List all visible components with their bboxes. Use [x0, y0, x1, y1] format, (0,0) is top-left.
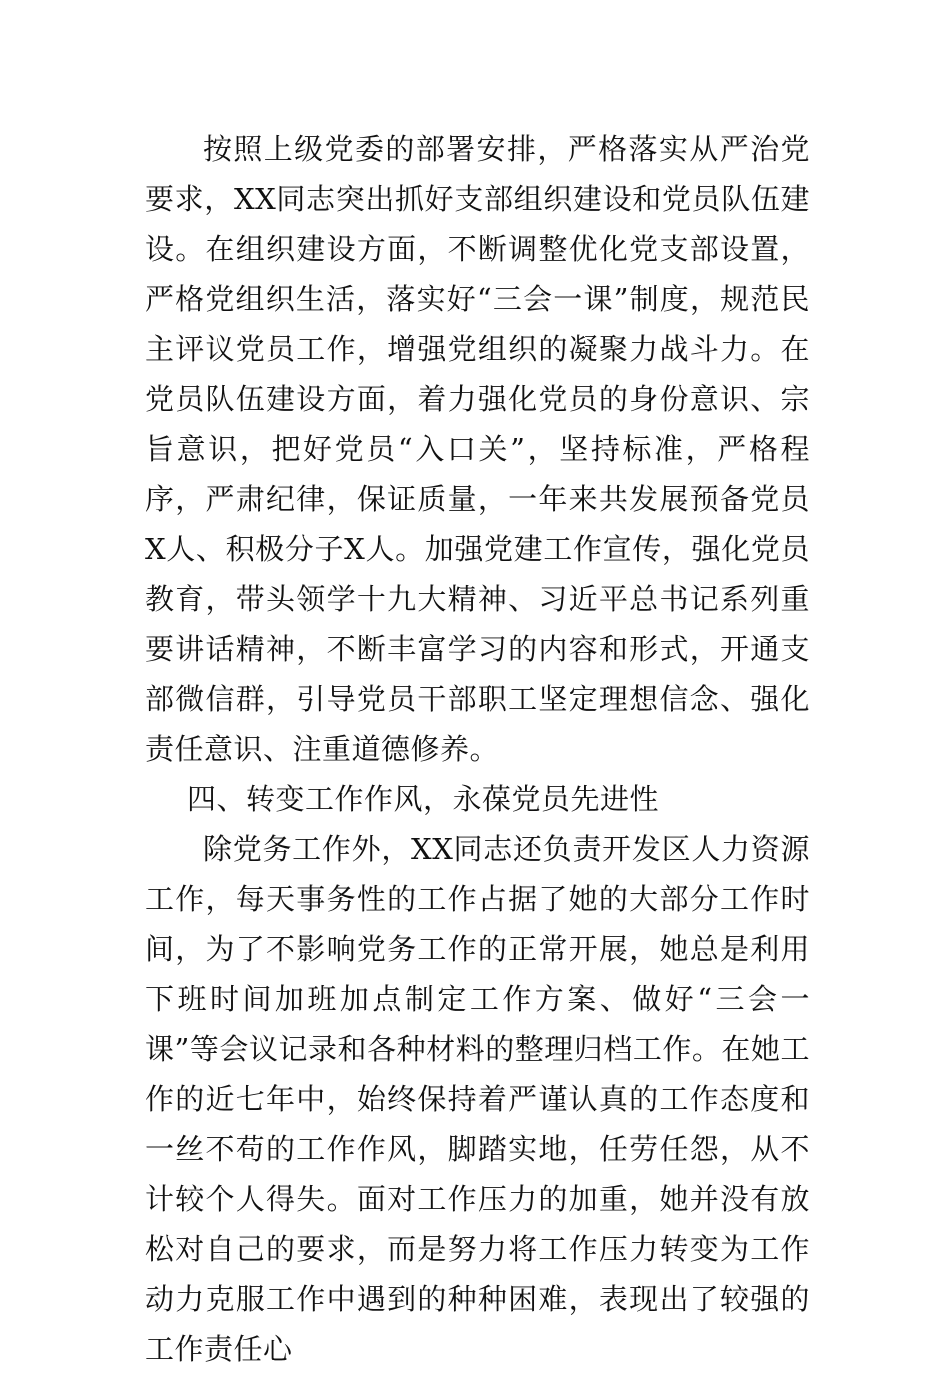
paragraph-party-building: 按照上级党委的部署安排，严格落实从严治党要求，XX同志突出抓好支部组织建设和党员队伍建设。在组织建设方面，不断调整优化党支部设置，严格党组织生活，落实好“三会一课”制度，规范民主评议党员工作，增强党组织的凝聚力战斗力。在党员队伍建设方面，着力强化党员的身份意识、宗旨意识，把好党员“入口关”，坚持标准，严格程序，严肃纪律，保证质量，一年来共发展预备党员X人、积极分子X人。加强党建工作宣传，强化党员教育，带头领学十九大精神、习近平总书记系列重要讲话精神，不断丰富学习的内容和形式，开通支部微信群，引导党员干部职工坚定理想信念、强化责任意识、注重道德修养。 — [145, 132, 810, 766]
section-heading: 四、转变工作作风，永葆党员先进性 — [187, 782, 660, 816]
document-body — [145, 124, 810, 1374]
paragraph-work-style: 除党务工作外，XX同志还负责开发区人力资源工作，每天事务性的工作占据了她的大部分工作时间，为了不影响党务工作的正常开展，她总是利用下班时间加班加点制定工作方案、做好“三会一课”等会议记录和各种材料的整理归档工作。在她工作的近七年中，始终保持着严谨认真的工作态度和一丝不苟的工作作风，脚踏实地，任劳任怨，从不计较个人得失。面对工作压力的加重，她并没有放松对自己的要求，而是努力将工作压力转变为工作动力克服工作中遇到的种种困难，表现出了较强的工作责任心 — [145, 832, 810, 1366]
